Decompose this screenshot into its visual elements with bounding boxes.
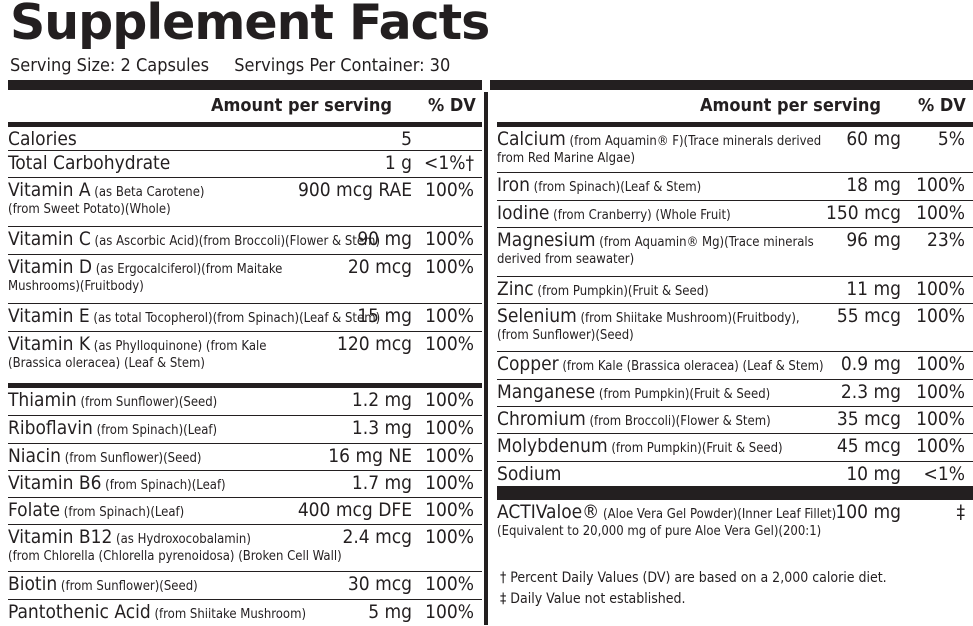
nutrient-label: Iron	[497, 174, 530, 196]
nutrient-source-line2: (from Sunflower)(Seed)	[497, 328, 634, 343]
left-nutrient-row	[8, 303, 482, 331]
nutrient-name	[497, 202, 731, 227]
nutrient-label: Zinc	[497, 278, 534, 300]
nutrient-label: Magnesium	[497, 229, 596, 251]
nutrient-label: Sodium	[497, 463, 562, 485]
nutrient-name	[497, 381, 770, 406]
right-nutrient-row	[497, 406, 973, 433]
nutrient-name	[497, 435, 783, 460]
serving-size: Serving Size: 2 Capsules	[10, 55, 210, 76]
nutrient-daily-value: 100%	[425, 389, 474, 411]
nutrient-daily-value: 100%	[916, 174, 965, 196]
nutrient-daily-value: 100%	[916, 435, 965, 457]
serving-info	[10, 55, 470, 76]
right-nutrient-row	[497, 172, 973, 200]
nutrient-amount: 1.2 mg	[351, 389, 412, 411]
footnote-not-established: ‡ Daily Value not established.	[500, 591, 686, 607]
nutrient-name	[8, 128, 77, 150]
nutrient-name	[8, 152, 170, 174]
left-nutrient-row	[8, 331, 482, 383]
nutrient-amount: 0.9 mg	[840, 353, 901, 375]
left-nutrient-row	[8, 415, 482, 443]
nutrient-source: (from Shiitake Mushroom)	[150, 607, 307, 622]
nutrient-source: (from Pumpkin)(Fruit & Seed)	[533, 284, 709, 299]
nutrient-source-line2: (Equivalent to 20,000 mg of pure Aloe Vera Gel)(200:1)	[497, 524, 822, 539]
nutrient-source: (from Pumpkin)(Fruit & Seed)	[607, 441, 783, 456]
nutrient-source: (from Sunflower)(Seed)	[76, 395, 218, 410]
nutrient-daily-value: 5%	[937, 128, 965, 150]
nutrient-source: (from Spinach)(Leaf & Stem)	[529, 180, 702, 195]
right-dv-header: % DV	[918, 95, 966, 116]
left-dv-header: % DV	[428, 95, 476, 116]
footnote-dv: † Percent Daily Values (DV) are based on a 2,000 calorie diet.	[500, 570, 887, 586]
nutrient-amount: 400 mcg DFE	[297, 499, 412, 521]
right-nutrient-row	[497, 461, 973, 486]
nutrient-daily-value: 100%	[425, 228, 474, 250]
right-nutrient-row	[497, 200, 973, 227]
nutrient-amount: 55 mcg	[836, 305, 901, 327]
nutrient-amount: 5	[401, 128, 412, 150]
nutrient-daily-value: 100%	[916, 353, 965, 375]
nutrient-source: (as Ergocalciferol)(from Maitake	[92, 262, 283, 277]
nutrient-source: (Aloe Vera Gel Powder)(Inner Leaf Fillet)	[599, 507, 837, 522]
nutrient-amount: 45 mcg	[836, 435, 901, 457]
nutrient-name	[8, 417, 217, 442]
nutrient-label: Vitamin B6	[8, 472, 102, 494]
nutrient-amount: 96 mg	[846, 229, 901, 251]
nutrient-daily-value: 100%	[425, 601, 474, 623]
right-nutrient-row	[497, 486, 973, 546]
nutrient-daily-value: 100%	[425, 333, 474, 355]
nutrient-daily-value: 100%	[916, 202, 965, 224]
nutrient-amount: 2.4 mcg	[342, 526, 412, 548]
nutrient-source-line2: Mushrooms)(Fruitbody)	[8, 279, 144, 294]
nutrient-source: (from Sunflower)(Seed)	[57, 579, 198, 594]
nutrient-source: (from Aquamin® Mg)(Trace minerals	[595, 235, 814, 250]
nutrient-source: (from Shiitake Mushroom)(Fruitbody),	[576, 311, 800, 326]
nutrient-source-line2: derived from seawater)	[497, 252, 635, 267]
servings-per-container: Servings Per Container: 30	[234, 55, 451, 76]
nutrient-label: Thiamin	[8, 389, 77, 411]
nutrient-amount: 90 mg	[357, 228, 412, 250]
nutrient-source-line2: (Brassica oleracea) (Leaf & Stem)	[8, 356, 205, 371]
left-nutrient-row	[8, 226, 482, 254]
nutrient-label: Niacin	[8, 445, 61, 467]
nutrient-amount: 900 mcg RAE	[298, 179, 412, 201]
nutrient-daily-value: 100%	[425, 179, 474, 201]
nutrient-daily-value: 100%	[916, 408, 965, 430]
top-bar-right	[490, 80, 973, 90]
left-nutrient-row	[8, 497, 482, 524]
nutrient-name	[497, 408, 771, 433]
left-nutrient-row	[8, 443, 482, 470]
nutrient-label: Vitamin C	[8, 228, 91, 250]
nutrient-amount: 15 mg	[357, 305, 412, 327]
nutrient-name	[8, 573, 198, 598]
nutrient-amount: 5 mg	[368, 601, 412, 623]
nutrient-daily-value: ‡	[956, 501, 965, 523]
right-nutrient-row	[497, 276, 973, 303]
nutrient-label: Calories	[8, 128, 77, 150]
left-nutrient-row	[8, 599, 482, 625]
right-nutrient-row	[497, 227, 973, 276]
nutrient-name	[497, 174, 701, 199]
nutrient-source: (from Spinach)(Leaf)	[101, 478, 226, 493]
nutrient-label: Vitamin B12	[8, 526, 113, 548]
nutrient-label: Vitamin A	[8, 179, 91, 201]
nutrient-source-line2: (from Sweet Potato)(Whole)	[8, 202, 171, 217]
nutrient-label: Molybdenum	[497, 435, 608, 457]
nutrient-source: (as Ascorbic Acid)(from Broccoli)(Flower & Stem)	[90, 234, 381, 249]
nutrient-amount: 1.3 mg	[351, 417, 412, 439]
nutrient-amount: 1 g	[384, 152, 412, 174]
nutrient-source-line2: (from Chlorella (Chlorella pyrenoidosa) (Broken Cell Wall)	[8, 549, 342, 564]
nutrient-amount: 60 mg	[846, 128, 901, 150]
nutrient-label: Riboflavin	[8, 417, 93, 439]
left-nutrient-row	[8, 177, 482, 226]
nutrient-source: (as Hydroxocobalamin)	[112, 532, 251, 547]
nutrient-label: Chromium	[497, 408, 586, 430]
nutrient-name	[8, 601, 306, 626]
nutrient-label: Biotin	[8, 573, 58, 595]
nutrient-amount: 120 mcg	[337, 333, 412, 355]
left-nutrient-row	[8, 122, 482, 150]
nutrient-name	[8, 228, 380, 253]
nutrient-daily-value: 100%	[425, 499, 474, 521]
nutrient-amount: 100 mg	[835, 501, 901, 523]
top-bar-left	[8, 80, 482, 90]
right-nutrient-row	[497, 351, 973, 379]
nutrient-source: (as total Tocopherol)(from Spinach)(Leaf & Stem)	[89, 311, 381, 326]
nutrient-daily-value: <1%†	[424, 152, 474, 174]
nutrient-label: Vitamin K	[8, 333, 91, 355]
nutrient-daily-value: 100%	[425, 573, 474, 595]
right-nutrient-row	[497, 433, 973, 461]
nutrient-source-line2: from Red Marine Algae)	[497, 151, 636, 166]
nutrient-daily-value: 23%	[927, 229, 965, 251]
left-nutrient-row	[8, 254, 482, 303]
nutrient-amount: 1.7 mg	[351, 472, 412, 494]
nutrient-label: Manganese	[497, 381, 596, 403]
nutrient-amount: 20 mcg	[347, 256, 412, 278]
nutrient-label: Selenium	[497, 305, 577, 327]
nutrient-daily-value: 100%	[916, 305, 965, 327]
nutrient-source: (from Kale (Brassica oleracea) (Leaf & Stem)	[558, 359, 824, 374]
nutrient-daily-value: 100%	[425, 445, 474, 467]
nutrient-source: (as Beta Carotene)	[90, 185, 205, 200]
nutrient-source: (from Pumpkin)(Fruit & Seed)	[595, 387, 771, 402]
column-divider	[484, 92, 488, 625]
nutrient-label: Total Carbohydrate	[8, 152, 171, 174]
nutrient-amount: 16 mg NE	[328, 445, 412, 467]
nutrient-name	[8, 472, 226, 497]
nutrient-name	[497, 353, 824, 378]
nutrient-label: Vitamin D	[8, 256, 93, 278]
nutrient-amount: 30 mcg	[347, 573, 412, 595]
nutrient-label: Copper	[497, 353, 559, 375]
nutrient-daily-value: 100%	[425, 417, 474, 439]
nutrient-amount: 11 mg	[846, 278, 901, 300]
nutrient-daily-value: 100%	[425, 472, 474, 494]
nutrient-daily-value: 100%	[425, 526, 474, 548]
nutrient-source: (from Spinach)(Leaf)	[60, 505, 185, 520]
nutrient-label: Calcium	[497, 128, 566, 150]
nutrient-daily-value: <1%	[923, 463, 965, 485]
nutrient-label: ACTIValoe®	[497, 501, 600, 523]
right-amount-header: Amount per serving	[700, 95, 882, 116]
nutrient-label: Pantothenic Acid	[8, 601, 151, 623]
nutrient-label: Folate	[8, 499, 61, 521]
nutrient-amount: 150 mcg	[826, 202, 901, 224]
nutrient-daily-value: 100%	[425, 256, 474, 278]
nutrient-name	[8, 305, 380, 330]
nutrient-name	[497, 463, 561, 485]
nutrient-source: (from Sunflower)(Seed)	[61, 451, 202, 466]
right-nutrient-row	[497, 303, 973, 351]
panel-title: Supplement Facts	[10, 0, 490, 51]
nutrient-daily-value: 100%	[425, 305, 474, 327]
left-nutrient-row	[8, 524, 482, 571]
nutrient-source: (from Aquamin® F)(Trace minerals derived	[565, 134, 822, 149]
nutrient-source: (from Spinach)(Leaf)	[92, 423, 218, 438]
nutrient-name	[497, 278, 709, 303]
nutrient-amount: 10 mg	[846, 463, 901, 485]
nutrient-name	[8, 389, 217, 414]
nutrient-amount: 18 mg	[846, 174, 901, 196]
nutrient-amount: 35 mcg	[836, 408, 901, 430]
nutrient-name	[8, 499, 184, 524]
left-nutrient-row	[8, 470, 482, 497]
left-amount-header: Amount per serving	[211, 95, 393, 116]
nutrient-daily-value: 100%	[916, 381, 965, 403]
left-nutrient-row	[8, 383, 482, 415]
nutrient-name	[8, 445, 201, 470]
nutrient-source: (from Cranberry) (Whole Fruit)	[549, 208, 731, 223]
left-nutrient-row	[8, 571, 482, 599]
right-nutrient-row	[497, 379, 973, 406]
right-nutrient-row	[497, 122, 973, 172]
nutrient-label: Vitamin E	[8, 305, 90, 327]
nutrient-label: Iodine	[497, 202, 550, 224]
nutrient-amount: 2.3 mg	[840, 381, 901, 403]
nutrient-source: (as Phylloquinone) (from Kale	[90, 339, 267, 354]
left-nutrient-row	[8, 150, 482, 177]
nutrient-source: (from Broccoli)(Flower & Stem)	[585, 414, 771, 429]
nutrient-daily-value: 100%	[916, 278, 965, 300]
